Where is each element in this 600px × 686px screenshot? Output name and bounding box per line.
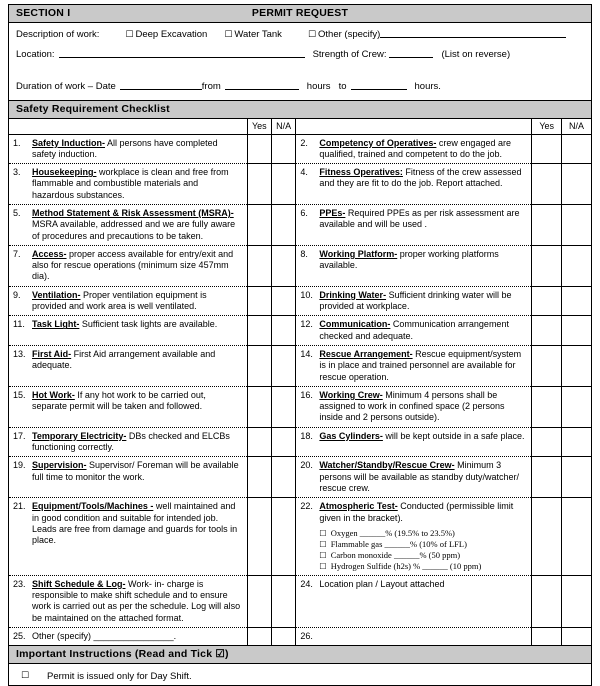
- item-number: 14.: [300, 348, 313, 359]
- item-text: Communication- Communication arrangement checked and adequate.: [319, 319, 509, 341]
- checklist-item-right: [296, 386, 532, 427]
- instruction-1-checkbox[interactable]: ☐: [21, 671, 30, 682]
- item-keyword: Fitness Operatives:: [319, 167, 403, 178]
- item-number: 10.: [300, 289, 313, 300]
- yes-checkbox-cell-right[interactable]: [532, 204, 562, 245]
- checklist-row: [9, 386, 591, 427]
- location-label: Location:: [16, 49, 55, 60]
- checklist-item-left: [9, 427, 247, 457]
- item-keyword: Safety Induction-: [32, 137, 106, 148]
- na-checkbox-cell-left[interactable]: [271, 316, 295, 346]
- item-text: Ventilation- Proper ventilation equipment is provided and work area is well ventilated.: [32, 289, 207, 312]
- checklist-item-left: [9, 575, 247, 627]
- yes-checkbox-cell-left[interactable]: [247, 386, 271, 427]
- checklist-banner: [9, 101, 591, 119]
- item-text: Hot Work- If any hot work to be carried out, separate permit will be taken and followed.: [32, 389, 206, 412]
- checklist-item-left: [9, 498, 247, 576]
- item-number: 13.: [13, 348, 26, 359]
- item-text: Rescue Arrangement- Rescue equipment/system is in place and trained personnel are available for rescue operation.: [319, 348, 522, 382]
- yes-checkbox-cell-left[interactable]: [247, 457, 271, 498]
- item-number: 15.: [13, 389, 26, 400]
- na-checkbox-cell-right[interactable]: [561, 134, 591, 164]
- na-checkbox-cell-left[interactable]: [271, 427, 295, 457]
- na-checkbox-cell-left[interactable]: [271, 286, 295, 316]
- na-checkbox-cell-right[interactable]: [561, 316, 591, 346]
- na-checkbox-cell-right[interactable]: [561, 164, 591, 205]
- duration-date-input[interactable]: [120, 80, 202, 90]
- item-text: Task Light- Sufficient task lights are available.: [32, 319, 218, 330]
- item-number: 24.: [300, 578, 313, 589]
- item-number: 18.: [300, 430, 313, 441]
- location-input[interactable]: [59, 48, 305, 58]
- na-checkbox-cell-left[interactable]: [271, 628, 295, 646]
- item-number: 17.: [13, 430, 26, 441]
- checklist-item-left: [9, 134, 247, 164]
- gas-row: ☐ Flammable gas ______% (10% of LFL): [319, 538, 467, 549]
- item-keyword: Atmospheric Test-: [319, 501, 398, 512]
- na-checkbox-cell-right[interactable]: [561, 245, 591, 286]
- instructions-title: Important Instructions (Read and Tick ☑): [16, 648, 229, 661]
- location-row: [16, 48, 587, 60]
- checklist-item-right: [296, 457, 532, 498]
- na-checkbox-cell-left[interactable]: [271, 164, 295, 205]
- item-keyword: Ventilation-: [32, 289, 81, 300]
- item-number: 6.: [300, 207, 308, 218]
- na-checkbox-cell-right[interactable]: [561, 204, 591, 245]
- header-na-right: N/A: [561, 119, 591, 134]
- gas-row: ☐ Oxygen ______% (19.5% to 23.5%): [319, 527, 455, 538]
- from-label: from: [201, 81, 221, 92]
- gas-checkbox[interactable]: ☐: [319, 539, 327, 549]
- water-tank-label: Water Tank: [234, 29, 282, 40]
- checklist-item-left: [9, 386, 247, 427]
- item-number: 3.: [13, 167, 21, 178]
- checklist-item-right: [296, 134, 532, 164]
- item-number: 25.: [13, 631, 26, 641]
- na-checkbox-cell-left[interactable]: [271, 457, 295, 498]
- na-checkbox-cell-right[interactable]: [561, 386, 591, 427]
- checklist-item-right: [296, 345, 532, 386]
- hours-label-1: hours: [306, 81, 331, 92]
- item-keyword: Task Light-: [32, 319, 80, 330]
- checklist-item-left: [9, 204, 247, 245]
- instruction-item-1: [21, 671, 192, 683]
- yes-checkbox-cell-right[interactable]: [532, 628, 562, 646]
- header-yes-left: Yes: [247, 119, 271, 134]
- item-text: Location plan / Layout attached: [319, 578, 445, 589]
- item-text: Method Statement & Risk Assessment (MSRA)- MSRA available, addressed and we are fully aware of procedures and precautions to be taken.: [32, 207, 236, 241]
- item-number: 23.: [13, 578, 26, 589]
- yes-checkbox-cell-left[interactable]: [247, 575, 271, 627]
- yes-checkbox-cell-left[interactable]: [247, 498, 271, 576]
- yes-checkbox-cell-left[interactable]: [247, 286, 271, 316]
- item-text: Housekeeping- workplace is clean and free from flammable and combustible materials and hazardous substances.: [32, 167, 229, 200]
- item-number: 12.: [300, 319, 313, 330]
- checklist-title: Safety Requirement Checklist: [16, 103, 170, 115]
- checklist-item-right: [296, 204, 532, 245]
- duration-label: Duration of work – Date: [16, 81, 116, 92]
- checklist-item-right: [296, 286, 532, 316]
- header-blank-left: [9, 119, 247, 134]
- yes-checkbox-cell-right[interactable]: [532, 316, 562, 346]
- checklist-item-left: [9, 286, 247, 316]
- gas-checkbox[interactable]: ☐: [319, 528, 327, 538]
- na-checkbox-cell-right[interactable]: [561, 286, 591, 316]
- yes-checkbox-cell-left[interactable]: [247, 134, 271, 164]
- item-number: 26.: [300, 631, 313, 641]
- item-text: Shift Schedule & Log- Work- in- charge is responsible to make shift schedule and to ensure work is carried out as per the schedule. Log will also be maintained on the attached format.: [32, 578, 241, 623]
- na-checkbox-cell-left[interactable]: [271, 134, 295, 164]
- item-keyword: Access-: [32, 248, 67, 259]
- item-text: Fitness Operatives: Fitness of the crew assessed and they are fit to do the job. Report attached.: [319, 167, 522, 189]
- header-blank-right: [296, 119, 532, 134]
- strength-note: (List on reverse): [441, 49, 511, 60]
- na-checkbox-cell-right[interactable]: [561, 628, 591, 646]
- na-checkbox-cell-left[interactable]: [271, 575, 295, 627]
- item-text: Equipment/Tools/Machines - well maintained and in good condition and suitable for intended job. Leads are free from damage and guards for tools in place.: [32, 501, 238, 546]
- hours-label-2: hours.: [414, 81, 441, 92]
- item-number: 22.: [300, 501, 313, 512]
- na-checkbox-cell-right[interactable]: [561, 427, 591, 457]
- item-keyword: Hot Work-: [32, 389, 75, 400]
- checklist-row: [9, 575, 591, 627]
- strength-of-crew-label: Strength of Crew:: [312, 49, 387, 60]
- item-keyword: Gas Cylinders-: [319, 430, 383, 441]
- item-text: Working Platform- proper working platforms available.: [319, 248, 499, 271]
- yes-checkbox-cell-left[interactable]: [247, 245, 271, 286]
- yes-checkbox-cell-left[interactable]: [247, 345, 271, 386]
- item-keyword: First Aid-: [32, 348, 72, 359]
- na-checkbox-cell-right[interactable]: [561, 498, 591, 576]
- checklist-item-left: [9, 457, 247, 498]
- item-keyword: Competency of Operatives-: [319, 137, 437, 148]
- yes-checkbox-cell-right[interactable]: [532, 286, 562, 316]
- yes-checkbox-cell-left[interactable]: [247, 164, 271, 205]
- na-checkbox-cell-left[interactable]: [271, 386, 295, 427]
- item-text: Competency of Operatives- crew engaged are qualified, trained and competent to do the job.: [319, 137, 511, 159]
- gas-checkbox[interactable]: ☐: [319, 561, 327, 571]
- item-keyword: Watcher/Standby/Rescue Crew-: [319, 460, 455, 471]
- yes-checkbox-cell-right[interactable]: [532, 427, 562, 457]
- other-checkbox[interactable]: ☐: [307, 30, 317, 40]
- checklist-header-row: [9, 119, 591, 134]
- checklist-item-left: [9, 345, 247, 386]
- yes-checkbox-cell-right[interactable]: [532, 345, 562, 386]
- description-of-work-row: [16, 28, 587, 40]
- yes-checkbox-cell-right[interactable]: [532, 457, 562, 498]
- item-text: PPEs- Required PPEs as per risk assessment are available and will be used .: [319, 207, 520, 230]
- yes-checkbox-cell-right[interactable]: [532, 134, 562, 164]
- other-label: Other (specify): [318, 29, 381, 40]
- water-tank-checkbox[interactable]: ☐: [224, 30, 233, 40]
- checklist-item-right: [296, 427, 532, 457]
- gas-row: ☐ Carbon monoxide ______% (50 ppm): [319, 549, 461, 560]
- other-specify-input[interactable]: [380, 28, 566, 38]
- item-number: 19.: [13, 460, 26, 471]
- na-checkbox-cell-left[interactable]: [271, 245, 295, 286]
- na-checkbox-cell-right[interactable]: [561, 457, 591, 498]
- checklist-row: [9, 427, 591, 457]
- checklist-row: [9, 164, 591, 205]
- yes-checkbox-cell-left[interactable]: [247, 204, 271, 245]
- checklist-item-left: [9, 245, 247, 286]
- strength-of-crew-input[interactable]: [389, 48, 433, 58]
- checklist-row: [9, 316, 591, 346]
- na-checkbox-cell-right[interactable]: [561, 345, 591, 386]
- item-number: 20.: [300, 460, 313, 471]
- item-text: Supervision- Supervisor/ Foreman will be available full time to monitor the work.: [32, 460, 239, 482]
- checklist-item-right: [296, 164, 532, 205]
- item-keyword: Housekeeping-: [32, 167, 97, 178]
- item-number: 8.: [300, 248, 308, 259]
- na-checkbox-cell-right[interactable]: [561, 575, 591, 627]
- na-checkbox-cell-left[interactable]: [271, 345, 295, 386]
- checklist-item-right: [296, 575, 532, 627]
- from-hours-input[interactable]: [225, 80, 299, 90]
- item-number: 2.: [300, 137, 308, 148]
- section-1-body: [9, 23, 591, 101]
- item-text: Access- proper access available for entry/exit and also for rescue operations (minimum size 457mm dia).: [32, 248, 234, 282]
- item-text: First Aid- First Aid arrangement available and adequate.: [32, 348, 216, 371]
- item-text: Working Crew- Minimum 4 persons shall be assigned to work in confined space (2 persons inside and 2 persons outside).: [319, 389, 505, 423]
- item-number: 9.: [13, 289, 21, 300]
- na-checkbox-cell-left[interactable]: [271, 498, 295, 576]
- item-keyword: Equipment/Tools/Machines -: [32, 501, 154, 512]
- yes-checkbox-cell-left[interactable]: [247, 316, 271, 346]
- deep-excavation-label: Deep Excavation: [135, 29, 208, 40]
- item-text: Other (specify) ________________.: [32, 631, 177, 641]
- item-number: 4.: [300, 167, 308, 178]
- checklist-row: [9, 628, 591, 646]
- header-na-left: N/A: [271, 119, 295, 134]
- checklist-row: [9, 204, 591, 245]
- item-text: Temporary Electricity- DBs checked and ELCBs functioning correctly.: [32, 430, 230, 453]
- item-keyword: Working Platform-: [319, 248, 398, 259]
- deep-excavation-checkbox[interactable]: ☐: [125, 30, 134, 40]
- item-keyword: Rescue Arrangement-: [319, 348, 413, 359]
- item-number: 16.: [300, 389, 313, 400]
- item-text: Safety Induction- All persons have completed safety induction.: [32, 137, 218, 159]
- instructions-banner: [9, 646, 591, 664]
- item-keyword: Shift Schedule & Log-: [32, 578, 126, 589]
- checklist-item-right: [296, 628, 532, 646]
- safety-requirement-checklist-table: [9, 119, 591, 646]
- yes-checkbox-cell-left[interactable]: [247, 628, 271, 646]
- item-number: 11.: [13, 319, 25, 330]
- item-text: Gas Cylinders- will be kept outside in a safe place.: [319, 430, 525, 441]
- item-keyword: Communication-: [319, 319, 391, 330]
- item-text: Atmospheric Test- Conducted (permissible limit given in the bracket). ☐ Oxygen ______% (19.5% to 23.5%) ☐ Flammable gas ______% (10% of LFL) ☐ Carbon monoxide ______% (50 ppm) ☐ Hydrogen Sulfide (h2s) % ______ (10 ppm): [319, 501, 525, 572]
- yes-checkbox-cell-right[interactable]: [532, 498, 562, 576]
- checklist-item-left: [9, 164, 247, 205]
- yes-checkbox-cell-right[interactable]: [532, 245, 562, 286]
- item-keyword: PPEs-: [319, 207, 346, 218]
- checklist-row: [9, 245, 591, 286]
- permit-form: [8, 4, 592, 686]
- checklist-item-left: [9, 628, 247, 646]
- duration-row: [16, 80, 587, 92]
- section-1-banner: [9, 5, 591, 23]
- checklist-item-left: [9, 316, 247, 346]
- checklist-row: [9, 134, 591, 164]
- checklist-item-right: [296, 498, 532, 576]
- instructions-body: [9, 664, 591, 686]
- item-number: 21.: [13, 501, 26, 512]
- item-text: Drinking Water- Sufficient drinking water will be provided at workplace.: [319, 289, 512, 312]
- item-keyword: Drinking Water-: [319, 289, 387, 300]
- form-title: PERMIT REQUEST: [251, 7, 349, 19]
- na-checkbox-cell-left[interactable]: [271, 204, 295, 245]
- to-label: to: [338, 81, 347, 92]
- item-number: 5.: [13, 207, 21, 218]
- item-keyword: Temporary Electricity-: [32, 430, 127, 441]
- checklist-row: [9, 286, 591, 316]
- atmospheric-test-gas-list: [319, 528, 525, 572]
- gas-checkbox[interactable]: ☐: [319, 550, 327, 560]
- item-keyword: Supervision-: [32, 460, 87, 471]
- item-number: 1.: [13, 137, 21, 148]
- checklist-item-right: [296, 316, 532, 346]
- checklist-item-right: [296, 245, 532, 286]
- instruction-1-text: Permit is issued only for Day Shift.: [47, 671, 192, 683]
- item-keyword: Working Crew-: [319, 389, 383, 400]
- yes-checkbox-cell-right[interactable]: [532, 164, 562, 205]
- yes-checkbox-cell-right[interactable]: [532, 386, 562, 427]
- item-number: 7.: [13, 248, 21, 259]
- description-label: Description of work:: [16, 29, 100, 40]
- checklist-row: [9, 498, 591, 576]
- to-hours-input[interactable]: [351, 80, 407, 90]
- yes-checkbox-cell-left[interactable]: [247, 427, 271, 457]
- checklist-row: [9, 457, 591, 498]
- section-1-label: SECTION I: [16, 7, 71, 19]
- item-keyword: Method Statement & Risk Assessment (MSRA)-: [32, 207, 234, 218]
- gas-row: ☐ Hydrogen Sulfide (h2s) % ______ (10 ppm): [319, 560, 482, 571]
- item-text: Watcher/Standby/Rescue Crew- Minimum 3 persons will be available as standby duty/watcher/ rescue crew.: [319, 460, 519, 493]
- header-yes-right: Yes: [532, 119, 562, 134]
- checklist-row: [9, 345, 591, 386]
- yes-checkbox-cell-right[interactable]: [532, 575, 562, 627]
